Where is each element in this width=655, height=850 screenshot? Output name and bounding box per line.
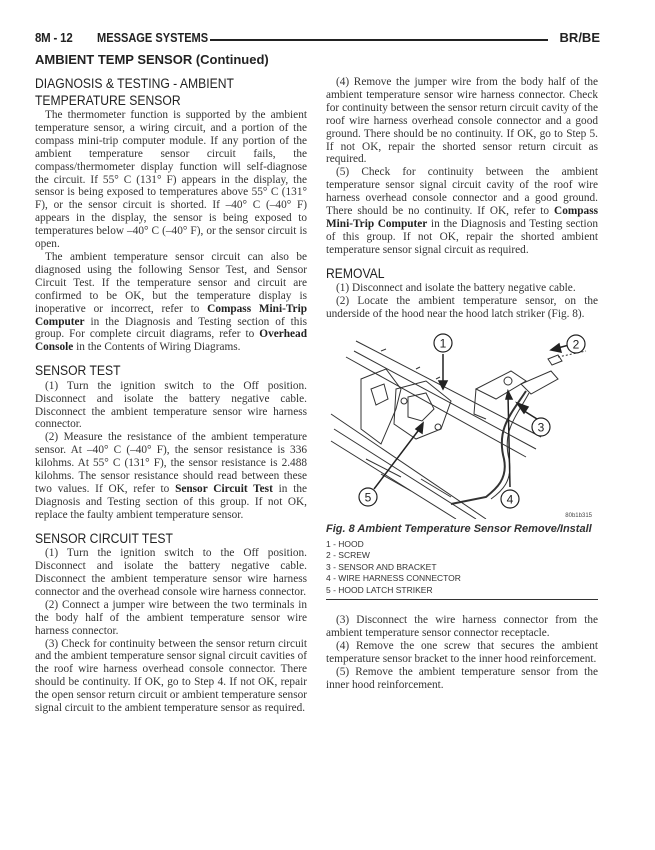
removal-heading: REMOVAL — [326, 265, 385, 281]
legend-item: 1 - HOOD — [326, 538, 364, 549]
diagnosis-heading-line1: DIAGNOSIS & TESTING - AMBIENT — [35, 76, 234, 91]
removal-step-2: (2) Locate the ambient temperature sensor, on the underside of the hood near the hood latch striker (Fig. 8). — [326, 295, 598, 320]
text: (2) Measure the resistance of the ambient temperature sensor. At –40° C (–40° F), the sensor resistance is 336 kilohms. At 55° C (131° F), the sensor resistance is 2.488 kilohms. The sensor resistance should read between these two values. If OK, refer to — [35, 431, 307, 495]
callout-3: 3 — [537, 420, 545, 435]
hood-sensor-diagram — [326, 329, 598, 519]
left-column — [35, 76, 307, 715]
figure-8-illustration — [326, 329, 598, 519]
page-header — [35, 30, 600, 48]
header-rule — [210, 39, 548, 41]
removal-step-5: (5) Remove the ambient temperature sensor from the inner hood reinforcement. — [326, 665, 598, 691]
continued-title: AMBIENT TEMP SENSOR (Continued) — [35, 52, 269, 67]
circuit-test-step-3: (3) Check for continuity between the sensor return circuit and the ambient temperature sensor signal circuit cavities of the roof wire harness overhead console connector. There should be continuity. If OK, go to Step 4. If not OK, repair the open sensor return circuit or ambient temperature sensor signal circuit to the ambient temperature sensor as required. — [35, 637, 307, 715]
circuit-test-step-4: (4) Remove the jumper wire from the body half of the ambient temperature sensor wire harness connector. Check for continuity between the sensor return circuit cavity of the roof wire harness overhead console connector and a good ground. There should be no continuity. If OK, go to Step 5. If not OK, repair the shorted sensor return circuit as required. — [326, 76, 598, 166]
sensor-circuit-test-heading: SENSOR CIRCUIT TEST — [35, 530, 173, 546]
figure-code: 80b1b315 — [565, 512, 592, 519]
text: The ambient temperature sensor circuit can also be diagnosed using the following Sensor Test, and Sensor Circuit Test. If the temperature sensor and circuit are confirmed to be OK, but the temperature display is inoperative or incorrect, refer to — [35, 250, 307, 315]
legend-item: 2 - SCREW — [326, 550, 370, 561]
diagnosis-heading-line2: TEMPERATURE SENSOR — [35, 92, 181, 108]
circuit-test-step-1: (1) Turn the ignition switch to the Off position. Disconnect and isolate the battery negative cable. Disconnect the ambient temperature sensor wire harness connector and the overhead console wire harness connector. — [35, 547, 307, 598]
legend-item: 4 - WIRE HARNESS CONNECTOR — [326, 573, 461, 584]
legend-divider — [326, 599, 598, 600]
callout-2: 2 — [572, 337, 580, 352]
text: in the Diagnosis and Testing section of this group. For complete circuit diagrams, refer to — [35, 315, 307, 341]
callout-5: 5 — [364, 490, 372, 505]
text: in the Diagnosis and Testing section of this group. If not OK, replace the faulty ambient temperature sensor. — [35, 482, 307, 521]
text: in the Contents of Wiring Diagrams. — [73, 341, 241, 354]
removal-step-3: (3) Disconnect the wire harness connector from the ambient temperature sensor connector receptacle. — [326, 614, 598, 640]
callout-4: 4 — [506, 492, 514, 507]
callout-1: 1 — [439, 336, 447, 351]
figure-caption: Fig. 8 Ambient Temperature Sensor Remove/Install — [326, 522, 592, 535]
figure-legend — [326, 539, 598, 597]
ref-overhead-console: Overhead Console — [35, 328, 307, 354]
circuit-test-step-2: (2) Connect a jumper wire between the two terminals in the body half of the ambient temperature sensor wire harness connector. — [35, 598, 307, 637]
diagnosis-paragraph-2 — [35, 251, 307, 354]
ref-sensor-circuit-test: Sensor Circuit Test — [175, 482, 273, 495]
sensor-test-heading: SENSOR TEST — [35, 363, 121, 379]
text: (5) Check for continuity between the ambient temperature sensor signal circuit cavity of the roof wire harness overhead console connector and a good ground. There should be no continuity. If OK, refer to — [326, 166, 598, 218]
text: in the Diagnosis and Testing section of this group. If not OK, repair the shorted ambient temperature sensor signal circuit as required. — [326, 217, 598, 256]
legend-item: 5 - HOOD LATCH STRIKER — [326, 584, 433, 595]
removal-step-4: (4) Remove the one screw that secures the ambient temperature sensor bracket to the inner hood reinforcement. — [326, 640, 598, 666]
legend-item: 3 - SENSOR AND BRACKET — [326, 561, 437, 572]
page-number: 8M - 12 — [35, 30, 73, 45]
circuit-test-step-5 — [326, 166, 598, 256]
model-code: BR/BE — [559, 30, 600, 45]
section-title: MESSAGE SYSTEMS — [97, 30, 209, 45]
sensor-test-step-1: (1) Turn the ignition switch to the Off position. Disconnect and isolate the battery negative cable. Disconnect the ambient temperature sensor wire harness connector. — [35, 379, 307, 431]
diagnosis-paragraph-1: The thermometer function is supported by the ambient temperature sensor, a wiring circuit, and a portion of the compass mini-trip computer module. If any portion of the ambient temperature sensor circuit fails, the compass/thermometer display function will self-diagnose the circuit. If 55° C (131° F) appears in the display, the sensor is being exposed to temperatures above 55° C (131° F), or the sensor circuit is shorted. If –40° C (–40° F) appears in the display, the sensor is being exposed to temperatures below –40° C (–40° F), or the sensor circuit is open. — [35, 109, 307, 251]
ref-compass-mini-trip: Compass Mini-Trip Computer — [326, 205, 598, 230]
right-column — [326, 76, 598, 692]
sensor-test-step-2 — [35, 431, 307, 521]
removal-step-1: (1) Disconnect and isolate the battery negative cable. — [336, 282, 576, 295]
ref-compass-mini-trip: Compass Mini-Trip Computer — [35, 302, 307, 328]
